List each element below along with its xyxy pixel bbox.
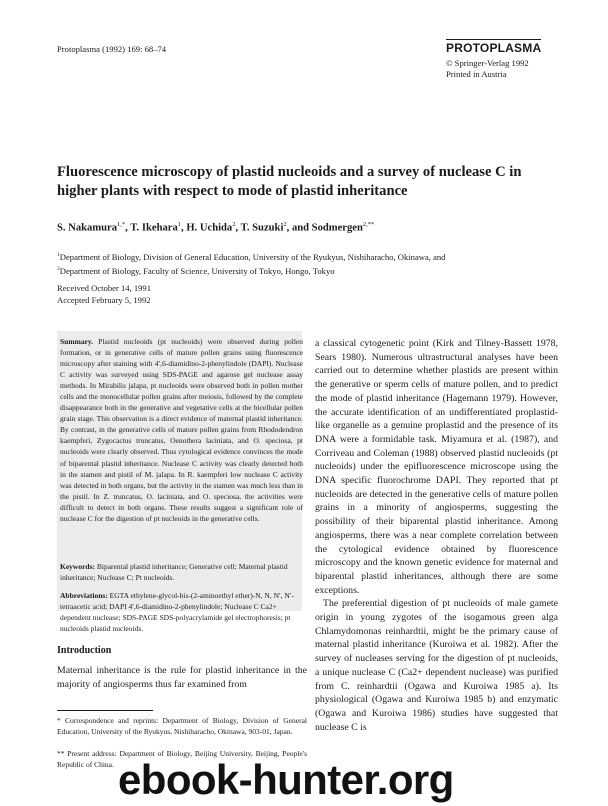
keywords	[60, 561, 303, 583]
author: Sodmergen	[311, 222, 363, 234]
dates	[57, 282, 151, 306]
keywords-text: Biparental plastid inheritance; Generative cell; Maternal plastid inheritance; Nuclease C; Pt nucleoids.	[60, 562, 288, 582]
author-sup: 2,**	[362, 221, 375, 228]
copyright-line: © Springer-Verlag 1992	[446, 58, 529, 68]
section-heading-introduction: Introduction	[57, 645, 112, 656]
footnote-divider	[57, 710, 153, 711]
author-sup: 1	[177, 221, 182, 228]
author: H. Uchida	[186, 222, 233, 234]
body-column-2	[315, 337, 558, 734]
author-separator: ,	[235, 222, 241, 234]
abstract-label: Summary.	[60, 337, 94, 346]
keywords-label: Keywords:	[60, 562, 95, 571]
abbreviations-label: Abbreviations:	[60, 591, 108, 600]
received-date: Received October 14, 1991	[57, 283, 152, 293]
abbreviations	[60, 590, 303, 634]
author: S. Nakamura	[57, 222, 118, 234]
affiliations	[57, 249, 577, 277]
author-separator: ,	[125, 222, 131, 234]
article-title: Fluorescence microscopy of plastid nucleoids and a survey of nuclease C in higher plants with respect to mode of plastid inheritance	[57, 164, 522, 199]
footnote-present-address: ** Present address: Department of Biology, Beijing University, Beijing, People's Republic of China.	[57, 749, 307, 769]
accepted-date: Accepted February 5, 1992	[57, 295, 151, 305]
footnote-correspondence: * Correspondence and reprints: Department of Biology, Division of General Education, University of the Ryukyus, Nishiharacho, Okinawa, 903-01, Japan.	[57, 716, 307, 736]
watermark-text: ebook-hunter.org	[118, 756, 454, 803]
author: T. Suzuki	[240, 222, 284, 234]
author-sup: 1,*	[117, 221, 126, 228]
author-separator: , and	[286, 222, 312, 234]
affiliation-2: $^2$Department of Biology, Faculty of Science, University of Tokyo, Hongo, Tokyo	[57, 265, 335, 276]
abbreviations-text: EGTA ethylene-glycol-bis-(2-aminoethyl ether)-N, N, N′, N′-tetraacetic acid; DAPI 4′,6-diamidino-2-phenylindole; Nuclease C Ca2+ dependent nuclease; SDS-PAGE SDS-polyacrylamide gel electrophoresis; pt nucleoids plastid nucleoids.	[60, 591, 294, 633]
author: T. Ikehara	[130, 222, 178, 234]
author-list	[57, 221, 374, 234]
intro-paragraph-col1: Maternal inheritance is the rule for plastid inheritance in the majority of angiosperms thus far examined from	[57, 665, 307, 690]
body-paragraph: The preferential digestion of pt nucleoids of male gamete origin in young zygotes of the isogamous green alga Chlamydomonas reinhardtii, might be the primary cause of maternal plastid inheritance (Kuroiwa et al. 1982). After the survey of nucleases serving for the digestion of pt nucleoids, a unique nuclease C (Ca2+ dependent nuclease) was purified from C. reinhardtii (Ogawa and Kuroiwa 1985 a). Its physiological (Ogawa and Kuroiwa 1985 b) and enzymatic (Ogawa and Kuroiwa 1986) studies have suggested that nuclease C is	[315, 598, 558, 733]
affiliation-1: $^1$Department of Biology, Division of General Education, University of the Ryukyus, Nishiharacho, Okinawa, and	[57, 251, 446, 262]
body-paragraph: a classical cytogenetic point (Kirk and Tilney-Bassett 1978, Sears 1980). Numerous ultrastructural analyses have been carried out to determine whether plastids are present within the generative or sperm cells of mature pollen, and to predict the mode of plastid inheritance (Hagemann 1979). However, the accurate identification of an undifferentiated proplastid-like organelle as a genuine proplastid and the presence of its DNA were a formidable task. Miyamura et al. (1987), and Corriveau and Coleman (1988) observed plastid nucleoids (pt nucleoids) under the epifluorescence microscope using the DNA specific fluorochrome DAPI. They reported that pt nucleoids are detected in the generative cells of mature pollen grains in a minority of angiosperms, suggesting the possibility of their biparental plastid inheritance. Among angiosperms, there was a near complete correlation between the cytological evidence obtained by fluorescence microscopy and the known genetic evidence for maternal and biparental plastid inheritances, although there are some exceptions.	[315, 338, 558, 596]
author-sup: 2	[232, 221, 236, 228]
journal-reference: Protoplasma (1992) 169: 68–74	[57, 44, 167, 54]
publisher-info	[446, 58, 529, 80]
abstract-text: Plastid nucleoids (pt nucleoids) were observed during pollen formation, or in generative cells of mature pollen grains using fluorescence microscopy after staining with 4′,6-diamidino-2-phenylindole (DAPI). Nuclease C activity was surveyed using SDS-PAGE and agarose gel nuclease assay methods. In Mirabilis jalapa, pt nucleoids were observed both in pollen mother cells and the monocellular pollen grains after meiosis, followed by the complete disappearance both in the generative and vegetative cells at the bicellular pollen grain stage. This observation is a direct evidence of maternal plastid inheritance. By contrast, in the generative cells of mature pollen grains from Rhododendron kaempferi, Zygocactus truncatus, Oenothera laciniata, and O. speciosa, pt nucleoids were clearly observed. Thus cytological evidence convinces the mode of biparental plastid inheritance. Nuclease C activity was clearly detected both in the stamen and pistil of M. jalapa. In R. kaempferi low nuclease C activity was detected in both organs, but the activity in the stamen was much less than in the pistil. In Z. truncatus, O. laciniata, and O. speciosa, the activities were difficult to detect in both organs. These results suggest a significant role of nuclease C for the digestion of pt nucleoids in the generative cells.	[60, 337, 304, 523]
author-sup: 2	[283, 221, 287, 228]
journal-brand-logo: PROTOPLASMA	[446, 41, 542, 55]
author-separator: ,	[181, 222, 187, 234]
printed-line: Printed in Austria	[446, 69, 507, 79]
abstract	[60, 336, 303, 524]
